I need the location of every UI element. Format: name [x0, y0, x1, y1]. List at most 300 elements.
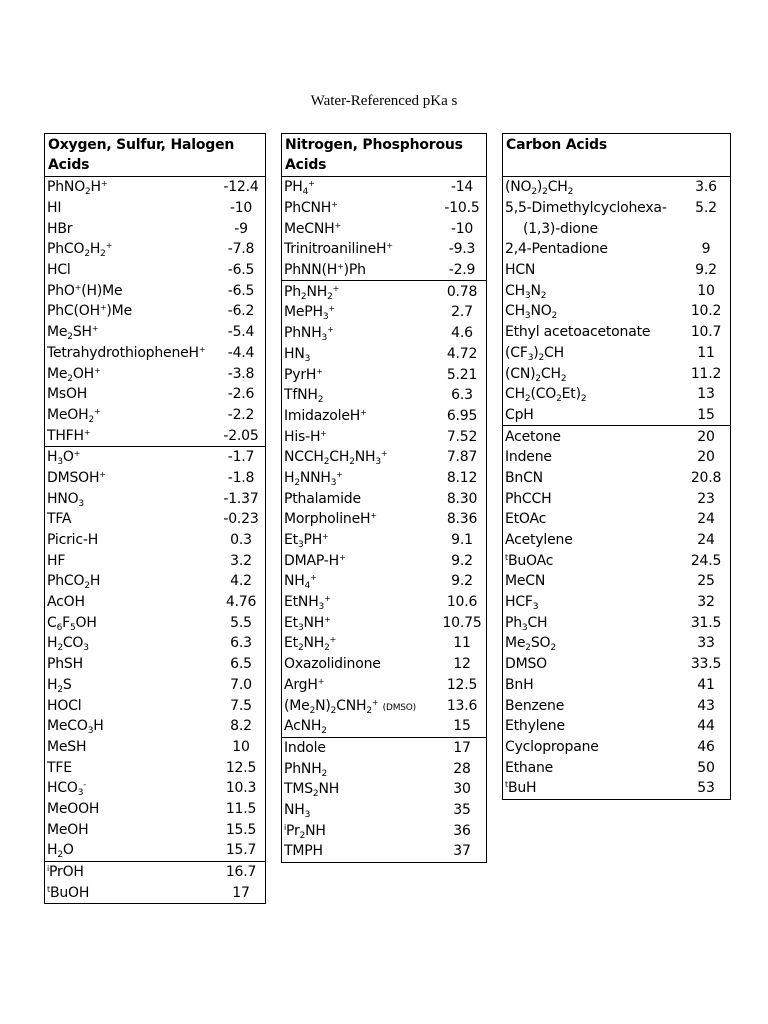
- compound-name: $^t$BuOH: [47, 884, 90, 901]
- table-row: [282, 218, 486, 239]
- table-row: [45, 654, 265, 675]
- pka-value: 28: [453, 760, 471, 777]
- table-row: [282, 695, 486, 716]
- pka-value: 33: [697, 635, 715, 652]
- pka-value: 11.2: [690, 365, 722, 382]
- compound-name: TFA: [47, 511, 72, 528]
- table-row: [503, 425, 730, 447]
- table-row: [282, 633, 486, 654]
- pka-value: 31.5: [690, 614, 722, 631]
- pka-value: 8.12: [446, 469, 478, 486]
- table-row: [45, 840, 265, 861]
- compound-name: Pthalamide: [284, 490, 361, 507]
- pka-value: -2.05: [223, 427, 259, 444]
- table-row: [282, 364, 486, 385]
- table-row: [45, 550, 265, 571]
- table-row: [503, 778, 730, 799]
- compound-name: $CH_3NO_2$: [505, 303, 558, 322]
- table-row: [45, 343, 265, 364]
- compound-name: $Me_2OH^+$: [47, 365, 101, 384]
- compound-name: $NH_3$: [284, 801, 311, 820]
- pka-value: -2.6: [227, 386, 255, 403]
- compound-name: AcOH: [47, 594, 85, 611]
- pka-value: 32: [697, 594, 715, 611]
- table-body: [45, 177, 265, 903]
- compound-name: MeSH: [47, 738, 87, 755]
- pka-value: 9.2: [451, 552, 473, 569]
- pka-value: 13: [697, 386, 715, 403]
- table-row: [45, 425, 265, 446]
- table-row: [503, 654, 730, 675]
- table-row: [282, 468, 486, 489]
- table-row: [45, 322, 265, 343]
- compound-name: HI: [47, 200, 62, 217]
- compound-name: Cyclopropane: [505, 738, 599, 755]
- table-row: [503, 405, 730, 426]
- compound-name: Oxazolidinone: [284, 656, 381, 673]
- compound-name: $HN_3$: [284, 345, 311, 364]
- compound-name: EtOAc: [505, 511, 547, 528]
- compound-name: Acetylene: [505, 532, 573, 549]
- compound-name: MeOOH: [47, 800, 100, 817]
- compound-name: $^t$BuOAc: [505, 552, 554, 569]
- compound-name: DMSOH+: [47, 469, 106, 486]
- pka-value: 9.2: [451, 573, 473, 590]
- compound-name: MeCNH+: [284, 220, 341, 237]
- table-row: [45, 612, 265, 633]
- pka-value: 15: [453, 718, 471, 735]
- compound-name: BnCN: [505, 469, 543, 486]
- compound-name: PhCCH: [505, 490, 552, 507]
- compound-name: $Me_2SH^+$: [47, 324, 99, 343]
- pka-value: 9: [701, 241, 711, 258]
- table-row: [45, 778, 265, 799]
- table-row: [282, 239, 486, 260]
- compound-name: THFH+: [47, 427, 91, 444]
- table-row: [282, 841, 486, 862]
- compound-name: HCl: [47, 262, 71, 279]
- compound-name: Ethylene: [505, 718, 565, 735]
- pka-value: -12.4: [223, 179, 259, 196]
- pka-value: 2.7: [451, 304, 473, 321]
- compound-name: His-H+: [284, 428, 327, 445]
- pka-value: -2.2: [227, 406, 255, 423]
- compound-name: $H_2CO_3$: [47, 635, 89, 654]
- pka-value: 6.5: [230, 656, 252, 673]
- table-row: [45, 695, 265, 716]
- compound-name: EtNH$_3$+: [284, 594, 331, 613]
- table-row: [503, 592, 730, 613]
- table-row: [503, 571, 730, 592]
- table-row: [282, 509, 486, 530]
- pka-value: 30: [453, 781, 471, 798]
- table-row: [503, 218, 730, 239]
- pka-value: 6.95: [446, 407, 478, 424]
- table-row: [282, 737, 486, 759]
- pka-value: 11: [453, 635, 471, 652]
- table-row: [503, 612, 730, 633]
- table-row: [503, 177, 730, 198]
- pka-value: -10: [450, 220, 474, 237]
- table-row: [282, 654, 486, 675]
- table-row: [45, 446, 265, 468]
- table-row: [503, 260, 730, 281]
- table-row: [503, 468, 730, 489]
- compound-name: MeOH$_2$+: [47, 406, 101, 425]
- table-row: [503, 322, 730, 343]
- table-row: [45, 177, 265, 198]
- table-oxygen-sulfur-halogen: [44, 133, 266, 904]
- compound-name: $Ph_3CH$: [505, 614, 548, 633]
- table-row: [282, 530, 486, 551]
- table-row: [282, 612, 486, 633]
- table-row: [503, 530, 730, 551]
- compound-name: Ethyl acetoacetonate: [505, 324, 651, 341]
- compound-name: $Ph_2NH_2^+$: [284, 283, 340, 302]
- table-body: [282, 177, 486, 862]
- table-row: [503, 488, 730, 509]
- table-row: [45, 737, 265, 758]
- pka-value: 4.6: [451, 325, 473, 342]
- table-row: [45, 468, 265, 489]
- compound-name: HF: [47, 552, 66, 569]
- compound-name: $C_6F_5OH$: [47, 614, 97, 633]
- table-row: [282, 344, 486, 365]
- compound-name: TMPH: [284, 843, 323, 860]
- pka-value: -6.2: [227, 303, 255, 320]
- table-row: [282, 385, 486, 406]
- pka-value: 9.2: [695, 262, 717, 279]
- table-row: [282, 820, 486, 841]
- compound-name: HCN: [505, 262, 536, 279]
- table-row: [45, 363, 265, 384]
- compound-name: $CH_2(CO_2Et)_2$: [505, 386, 587, 405]
- table-header: Oxygen, Sulfur, Halogen Acids: [45, 134, 265, 177]
- compound-name: TetrahydrothiopheneH+: [47, 344, 206, 361]
- compound-name: Indene: [505, 449, 552, 466]
- table-row: [503, 675, 730, 696]
- pka-value: 17: [453, 739, 471, 756]
- table-row: [45, 260, 265, 281]
- pka-value: -2.9: [448, 262, 476, 279]
- pka-value: 53: [697, 780, 715, 797]
- pka-value: -5.4: [227, 324, 255, 341]
- table-row: [45, 757, 265, 778]
- table-row: [503, 695, 730, 716]
- table-row: [503, 280, 730, 301]
- table-row: [282, 592, 486, 613]
- compound-name: MorpholineH+: [284, 511, 377, 528]
- table-row: [45, 592, 265, 613]
- compound-name: $(Me_2N)_2CNH_2^+$ (DMSO): [284, 697, 416, 716]
- compound-name: $CH_3N_2$: [505, 282, 547, 301]
- compound-name: Ethane: [505, 759, 554, 776]
- pka-value: 37: [453, 843, 471, 860]
- pka-value: 8.36: [446, 511, 478, 528]
- table-row: [503, 509, 730, 530]
- table-row: [282, 280, 486, 302]
- table-row: [282, 260, 486, 281]
- compound-name: $H_2NNH_3^+$: [284, 469, 343, 488]
- pka-value: 5.5: [230, 614, 252, 631]
- pka-value: -9: [234, 220, 248, 237]
- pka-value: 46: [697, 738, 715, 755]
- table-row: [503, 633, 730, 654]
- compound-name: $^i$PrOH: [47, 864, 84, 881]
- compound-name: PhNH$_3$+: [284, 325, 334, 344]
- pka-value: 5.2: [695, 200, 717, 217]
- table-row: [45, 819, 265, 840]
- table-row: [282, 800, 486, 821]
- compound-name: TrinitroanilineH+: [284, 241, 393, 258]
- pka-value: 10.7: [690, 324, 722, 341]
- table-row: [282, 177, 486, 198]
- table-row: [282, 406, 486, 427]
- pka-value: 12.5: [446, 676, 478, 693]
- pka-value: 11: [697, 344, 715, 361]
- compound-name: $Me_2SO_2$: [505, 635, 556, 654]
- compound-name: $TMS_2NH$: [284, 781, 340, 800]
- pka-value: 24: [697, 532, 715, 549]
- table-row: [282, 426, 486, 447]
- pka-value: 20.8: [690, 469, 722, 486]
- table-body: [503, 177, 730, 799]
- compound-name: DMSO: [505, 656, 547, 673]
- pka-value: 12: [453, 656, 471, 673]
- compound-name: Indole: [284, 739, 326, 756]
- pka-value: -9.3: [448, 241, 476, 258]
- table-row: [503, 447, 730, 468]
- pka-value: 10.3: [225, 780, 257, 797]
- table-row: [45, 799, 265, 820]
- pka-value: -1.37: [223, 490, 259, 507]
- table-row: [503, 384, 730, 405]
- compound-name: PyrH+: [284, 366, 323, 383]
- compound-name: 5,5-Dimethylcyclohexa-: [505, 200, 667, 217]
- pka-value: -6.5: [227, 282, 255, 299]
- pka-value: -3.8: [227, 365, 255, 382]
- table-header: Carbon Acids: [503, 134, 730, 177]
- compound-name: MeOH: [47, 821, 89, 838]
- table-row: [45, 571, 265, 592]
- pka-value: -0.23: [223, 511, 259, 528]
- pka-value: 36: [453, 822, 471, 839]
- pka-value: 3.6: [695, 179, 717, 196]
- table-row: [45, 675, 265, 696]
- compound-name: MsOH: [47, 386, 88, 403]
- pka-value: 5.21: [446, 366, 478, 383]
- table-row: [45, 633, 265, 654]
- table-row: [282, 571, 486, 592]
- table-row: [45, 882, 265, 903]
- table-row: [503, 301, 730, 322]
- table-carbon-acids: [502, 133, 731, 800]
- pka-value: 4.76: [225, 594, 257, 611]
- pka-value: 9.1: [451, 532, 473, 549]
- table-nitrogen-phosphorous: [281, 133, 487, 863]
- pka-value: 6.3: [230, 635, 252, 652]
- compound-name: $HCO_3^-$: [47, 780, 86, 799]
- pka-value: 8.30: [446, 490, 478, 507]
- compound-name: PhO+(H)Me: [47, 282, 123, 299]
- table-row: [282, 758, 486, 779]
- pka-value: 10.2: [690, 303, 722, 320]
- compound-name: $H_3O^+$: [47, 449, 81, 468]
- compound-name: $Et_3NH^+$: [284, 614, 331, 633]
- compound-name: $H_2S$: [47, 676, 72, 695]
- compound-name: TFE: [47, 759, 72, 776]
- compound-name: $HCF_3$: [505, 594, 539, 613]
- compound-name: DMAP-H+: [284, 552, 346, 569]
- compound-name: $H_2O$: [47, 842, 74, 861]
- pka-value: -4.4: [227, 344, 255, 361]
- compound-name: ArgH+: [284, 676, 325, 693]
- table-row: [503, 716, 730, 737]
- table-row: [282, 675, 486, 696]
- table-row: [45, 405, 265, 426]
- pka-value: -14: [450, 179, 474, 196]
- pka-value: 25: [697, 573, 715, 590]
- pka-value: 10.75: [442, 614, 482, 631]
- compound-name: $HNO_3$: [47, 490, 84, 509]
- compound-name: PhNH$_2$: [284, 760, 328, 779]
- compound-name: PhC(OH+)Me: [47, 303, 132, 320]
- compound-name: $(NO_2)_2CH_2$: [505, 179, 574, 198]
- compound-name: $PH_4^+$: [284, 179, 315, 198]
- compound-name: HBr: [47, 220, 73, 237]
- pka-value: 7.0: [230, 676, 252, 693]
- table-row: [282, 198, 486, 219]
- compound-name: $^t$BuH: [505, 780, 537, 797]
- compound-name: PhCNH+: [284, 200, 338, 217]
- pka-value: 4.72: [446, 345, 478, 362]
- pka-value: 0.3: [230, 532, 252, 549]
- pka-value: -6.5: [227, 262, 255, 279]
- table-row: [45, 488, 265, 509]
- compound-name: MePH$_3$+: [284, 304, 335, 323]
- compound-name: $Et_2NH_2^+$: [284, 635, 337, 654]
- pka-value: 35: [453, 801, 471, 818]
- compound-name: Picric-H: [47, 532, 99, 549]
- pka-value: 24.5: [690, 552, 722, 569]
- table-row: [45, 239, 265, 260]
- pka-value: 20: [697, 428, 715, 445]
- compound-name: TfNH$_2$: [284, 387, 324, 406]
- pka-value: 10: [232, 738, 250, 755]
- pka-value: 4.2: [230, 573, 252, 590]
- pka-value: -10: [229, 200, 253, 217]
- compound-name: $(CF_3)_2CH$: [505, 344, 564, 363]
- pka-value: -1.7: [227, 449, 255, 466]
- pka-value: 20: [697, 449, 715, 466]
- table-header: Nitrogen, Phosphorous Acids: [282, 134, 486, 177]
- table-row: [45, 509, 265, 530]
- pka-value: 17: [232, 884, 250, 901]
- compound-name: $NCCH_2CH_2NH_3^+$: [284, 449, 388, 468]
- table-row: [503, 550, 730, 571]
- compound-name: $NH_4^+$: [284, 573, 317, 592]
- table-row: [503, 737, 730, 758]
- pka-value: -10.5: [444, 200, 480, 217]
- pka-value: 3.2: [230, 552, 252, 569]
- pka-value: 13.6: [446, 697, 478, 714]
- table-row: [282, 323, 486, 344]
- table-row: [503, 757, 730, 778]
- compound-name: (1,3)-dione: [523, 220, 598, 237]
- table-row: [282, 302, 486, 323]
- pka-value: 15.5: [225, 821, 257, 838]
- pka-value: 10: [697, 282, 715, 299]
- compound-name: PhNN(H+)Ph: [284, 262, 366, 279]
- table-row: [282, 550, 486, 571]
- compound-name: HOCl: [47, 697, 82, 714]
- table-row: [45, 280, 265, 301]
- table-row: [282, 779, 486, 800]
- compound-name: MeCN: [505, 573, 546, 590]
- pka-value: 33.5: [690, 656, 722, 673]
- table-row: [282, 447, 486, 468]
- compound-name: PhNO$_2$H+: [47, 179, 108, 198]
- pka-value: 10.6: [446, 594, 478, 611]
- pka-value: 23: [697, 490, 715, 507]
- table-row: [282, 488, 486, 509]
- pka-value: 50: [697, 759, 715, 776]
- pka-value: 6.3: [451, 387, 473, 404]
- compound-name: Acetone: [505, 428, 561, 445]
- pka-value: 7.5: [230, 697, 252, 714]
- compound-name: $Et_3PH^+$: [284, 532, 329, 551]
- pka-value: 24: [697, 511, 715, 528]
- pka-value: 0.78: [446, 283, 478, 300]
- pka-value: 8.2: [230, 718, 252, 735]
- compound-name: AcNH$_2$: [284, 718, 327, 737]
- pka-value: 7.87: [446, 449, 478, 466]
- table-row: [45, 530, 265, 551]
- pka-value: 15: [697, 406, 715, 423]
- compound-name: $(CN)_2CH_2$: [505, 365, 567, 384]
- table-row: [503, 363, 730, 384]
- table-row: [503, 198, 730, 219]
- pka-value: 15.7: [225, 842, 257, 859]
- page-title: Water-Referenced pKa s: [310, 93, 458, 109]
- compound-name: 2,4-Pentadione: [505, 241, 608, 258]
- pka-value: 44: [697, 718, 715, 735]
- pka-value: 11.5: [225, 800, 257, 817]
- table-row: [45, 218, 265, 239]
- pka-value: -1.8: [227, 469, 255, 486]
- compound-name: MeCO$_3$H: [47, 718, 104, 737]
- table-row: [45, 384, 265, 405]
- pka-value: 41: [697, 676, 715, 693]
- table-row: [45, 301, 265, 322]
- compound-name: $^iPr_2NH$: [284, 822, 326, 841]
- compound-name: $PhCO_2H_2^+$: [47, 241, 113, 260]
- pka-value: -7.8: [227, 241, 255, 258]
- pka-value: 16.7: [225, 864, 257, 881]
- table-row: [503, 239, 730, 260]
- table-row: [503, 343, 730, 364]
- table-row: [45, 198, 265, 219]
- compound-name: PhCO$_2$H: [47, 573, 101, 592]
- compound-name: PhSH: [47, 656, 83, 673]
- table-row: [45, 861, 265, 883]
- compound-name: BnH: [505, 676, 534, 693]
- compound-name: CpH: [505, 406, 534, 423]
- compound-name: ImidazoleH+: [284, 407, 367, 424]
- table-row: [45, 716, 265, 737]
- pka-value: 7.52: [446, 428, 478, 445]
- compound-name: Benzene: [505, 697, 565, 714]
